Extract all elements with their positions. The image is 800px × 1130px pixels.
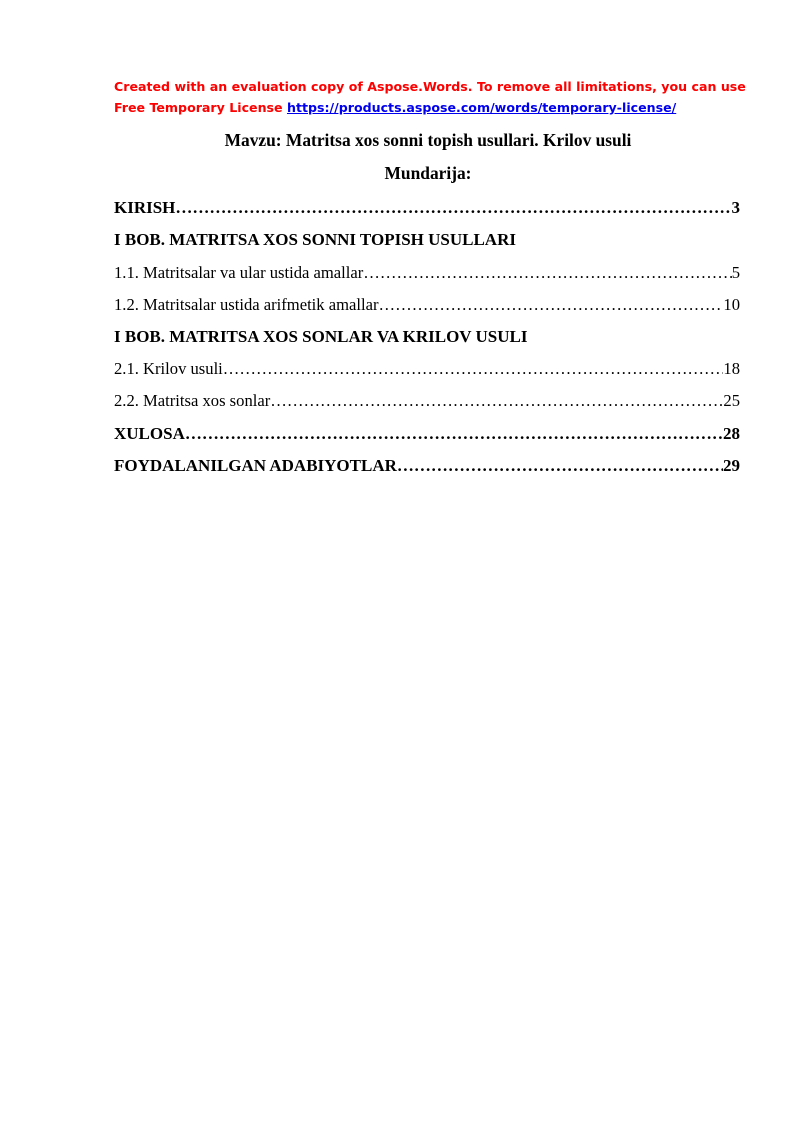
toc-entry-label: FOYDALANILGAN ADABIYOTLAR [114, 456, 397, 475]
toc-entry-label: I BOB. MATRITSA XOS SONNI TOPISH USULLARI [114, 230, 516, 249]
toc-entry-label: 2.2. Matritsa xos sonlar [114, 391, 271, 410]
temporary-license-link[interactable]: https://products.aspose.com/words/temporary-license/ [286, 100, 677, 115]
toc-leader-dots [363, 262, 731, 284]
license-label: Free Temporary License [114, 100, 287, 115]
evaluation-banner-line2 [114, 97, 754, 118]
toc-entry-label: XULOSA [114, 424, 185, 443]
toc-entry-xulosa[interactable] [114, 423, 740, 445]
toc-entry-page: 5 [731, 263, 740, 282]
toc-entry-2-2[interactable] [114, 390, 740, 412]
toc-entry-page: 3 [731, 198, 740, 217]
toc-entry-label: 1.1. Matritsalar va ular ustida amallar [114, 263, 364, 282]
toc-entry-2-1[interactable] [114, 358, 740, 380]
toc-entry-adabiyotlar[interactable] [114, 455, 740, 477]
toc-entry-label: KIRISH [114, 198, 176, 217]
toc-entry-label: 2.1. Krilov usuli [114, 359, 223, 378]
toc-entry-page: 10 [723, 295, 740, 314]
evaluation-banner-line1: Created with an evaluation copy of Aspose.Words. To remove all limitations, you can use [114, 79, 746, 94]
toc-entry-1-1[interactable] [114, 262, 740, 284]
toc-leader-dots [397, 455, 723, 477]
contents-heading: Mundarija: [384, 163, 472, 183]
toc-leader-dots [223, 358, 724, 380]
toc-entry-page: 28 [723, 424, 740, 443]
toc-leader-dots [270, 390, 723, 412]
toc-chapter-1[interactable] [114, 229, 740, 251]
toc-entry-label: I BOB. MATRITSA XOS SONLAR VA KRILOV USULI [114, 327, 528, 346]
toc-entry-page: 25 [723, 391, 740, 410]
toc-entry-kirish[interactable] [114, 197, 740, 219]
toc-leader-dots [379, 294, 724, 316]
toc-entry-page: 18 [723, 359, 740, 378]
toc-leader-dots [185, 423, 723, 445]
document-topic: Mavzu: Matritsa xos sonni topish usullari. Krilov usuli [224, 130, 632, 150]
toc-leader-dots [175, 197, 731, 219]
evaluation-banner [114, 76, 754, 118]
toc-chapter-2[interactable] [114, 326, 740, 348]
toc-entry-1-2[interactable] [114, 294, 740, 316]
toc-entry-page: 29 [723, 456, 740, 475]
toc-entry-label: 1.2. Matritsalar ustida arifmetik amallar [114, 295, 379, 314]
